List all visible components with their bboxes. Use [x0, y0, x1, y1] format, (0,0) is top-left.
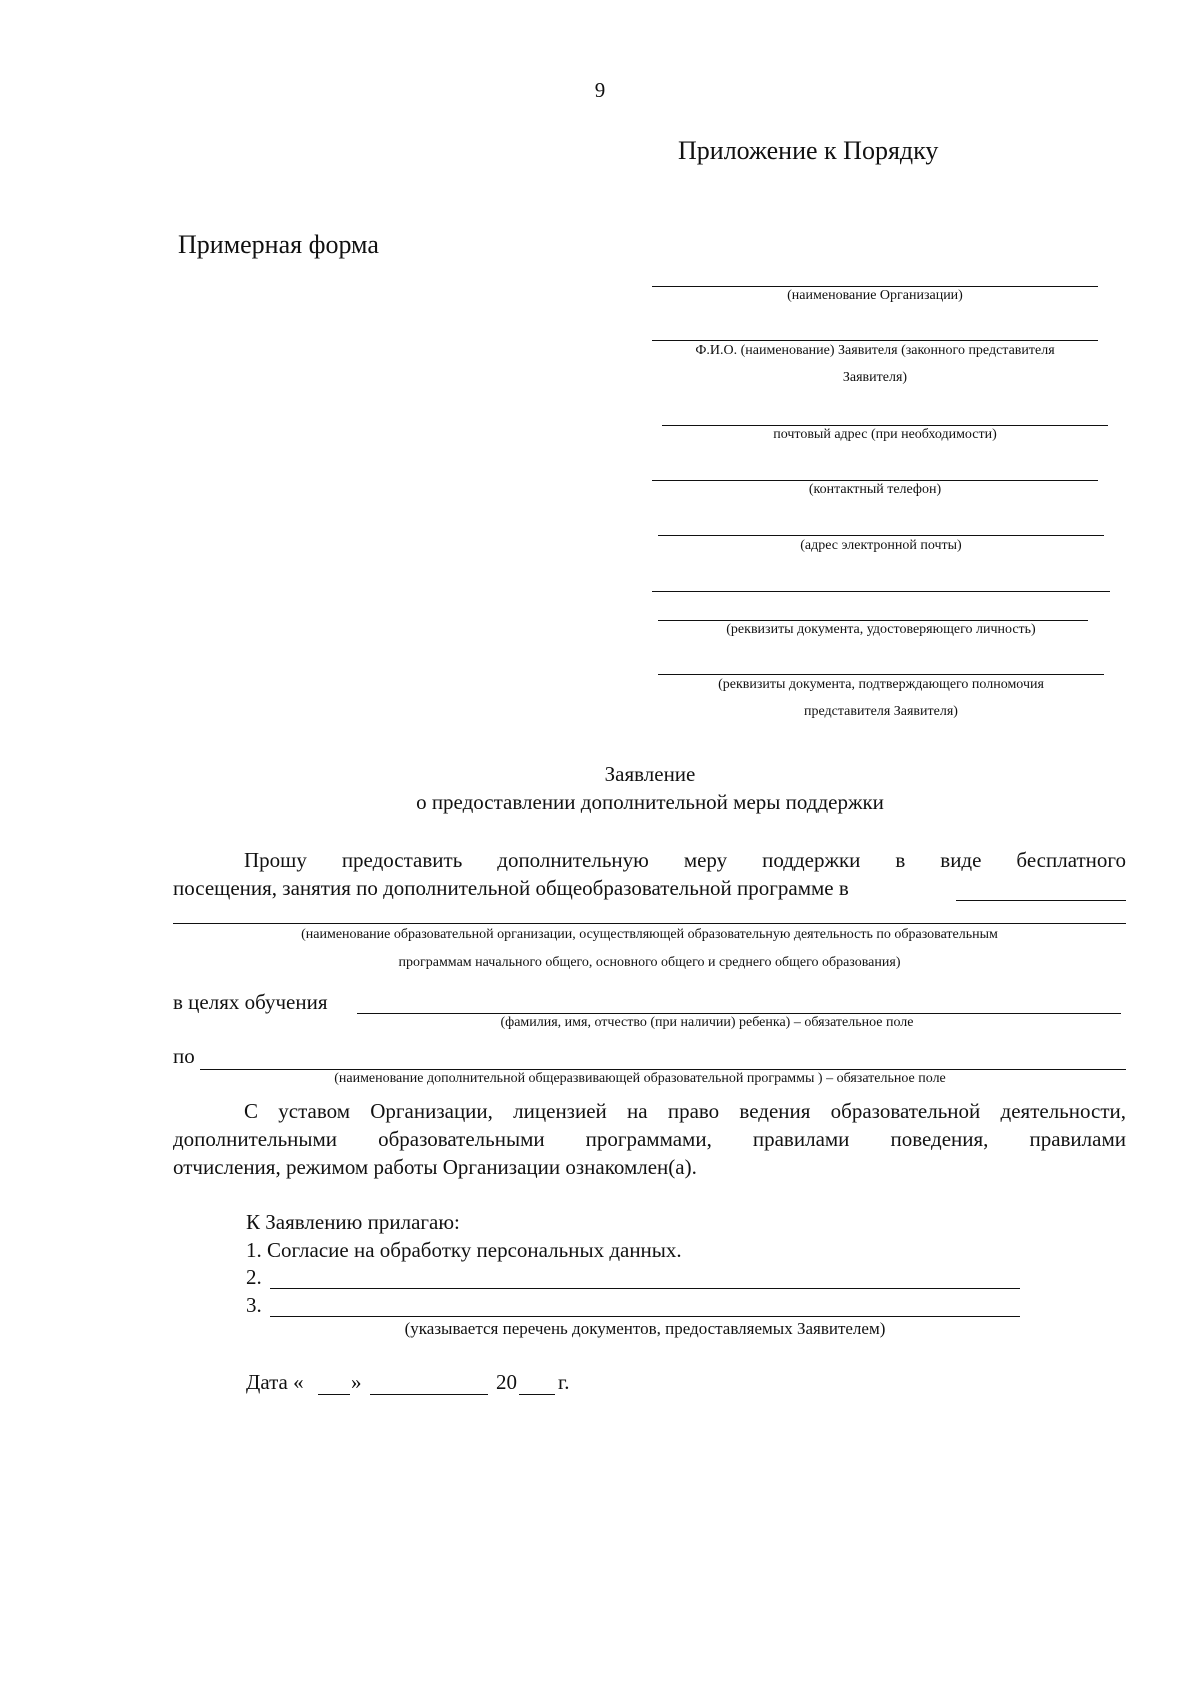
attachments-caption: (указывается перечень документов, предоставляемых Заявителем)	[404, 1319, 886, 1338]
education-org-caption-1: (наименование образовательной организации, осуществляющей образовательную деятельность по образовательным	[301, 927, 998, 942]
child-name-caption: (фамилия, имя, отчество (при наличии) ребенка) – обязательное поле	[500, 1015, 914, 1030]
statement-title: Заявление	[604, 762, 696, 786]
request-paragraph-line-2: посещения, занятия по дополнительной общеобразовательной программе в	[173, 876, 849, 900]
date-year-suffix: г.	[558, 1370, 570, 1394]
applicant-name-caption: Ф.И.О. (наименование) Заявителя (законного представителя	[695, 343, 1055, 358]
child-name-line[interactable]	[357, 1013, 1121, 1014]
authority-document-caption-2: представителя Заявителя)	[804, 704, 958, 719]
applicant-name-caption-2: Заявителя)	[842, 370, 908, 385]
form-label: Примерная форма	[178, 230, 379, 259]
email-caption: (адрес электронной почты)	[800, 538, 962, 553]
authority-document-caption: (реквизиты документа, подтверждающего полномочия	[718, 677, 1044, 692]
attachment-item-3-label: 3.	[246, 1293, 262, 1317]
education-org-line[interactable]	[173, 923, 1126, 924]
extra-line[interactable]	[652, 591, 1110, 592]
request-paragraph-line-1: Прошу предоставить дополнительную меру поддержки в виде бесплатного	[244, 848, 1126, 872]
date-month-line[interactable]	[370, 1394, 488, 1395]
authority-document-line[interactable]	[658, 674, 1104, 675]
attachment-item-2-line[interactable]	[270, 1288, 1020, 1289]
date-close-quote: »	[351, 1370, 362, 1394]
acknowledgement-line-3: отчисления, режимом работы Организации ознакомлен(а).	[173, 1155, 697, 1179]
attachment-item-2-label: 2.	[246, 1265, 262, 1289]
attachments-heading: К Заявлению прилагаю:	[246, 1210, 460, 1234]
acknowledgement-line-1: С уставом Организации, лицензией на право ведения образовательной деятельности,	[244, 1099, 1126, 1123]
program-name-line[interactable]	[200, 1069, 1126, 1070]
postal-address-caption: почтовый адрес (при необходимости)	[773, 427, 997, 442]
attachment-item-1: 1. Согласие на обработку персональных данных.	[246, 1238, 682, 1262]
org-name-caption: (наименование Организации)	[787, 288, 963, 303]
org-name-line[interactable]	[652, 286, 1098, 287]
page-number: 9	[594, 78, 606, 102]
date-day-line[interactable]	[318, 1394, 350, 1395]
postal-address-line[interactable]	[662, 425, 1108, 426]
education-org-caption-2: программам начального общего, основного общего и среднего общего образования)	[398, 955, 901, 970]
phone-caption: (контактный телефон)	[808, 482, 942, 497]
id-document-caption: (реквизиты документа, удостоверяющего личность)	[726, 622, 1036, 637]
acknowledgement-line-2: дополнительными образовательными программами, правилами поведения, правилами	[173, 1127, 1126, 1151]
appendix-title: Приложение к Порядку	[678, 136, 939, 165]
purpose-label: в целях обучения	[173, 990, 328, 1014]
email-line[interactable]	[658, 535, 1104, 536]
date-year-prefix: 20	[496, 1370, 517, 1394]
program-label: по	[173, 1044, 195, 1068]
applicant-name-line[interactable]	[652, 340, 1098, 341]
phone-line[interactable]	[652, 480, 1098, 481]
id-document-line[interactable]	[658, 620, 1088, 621]
org-inline-line[interactable]	[956, 900, 1126, 901]
date-year-line[interactable]	[519, 1394, 555, 1395]
program-name-caption: (наименование дополнительной общеразвивающей образовательной программы ) – обязательное поле	[334, 1071, 946, 1086]
date-label: Дата «	[246, 1370, 304, 1394]
statement-subtitle: о предоставлении дополнительной меры поддержки	[416, 790, 884, 814]
attachment-item-3-line[interactable]	[270, 1316, 1020, 1317]
